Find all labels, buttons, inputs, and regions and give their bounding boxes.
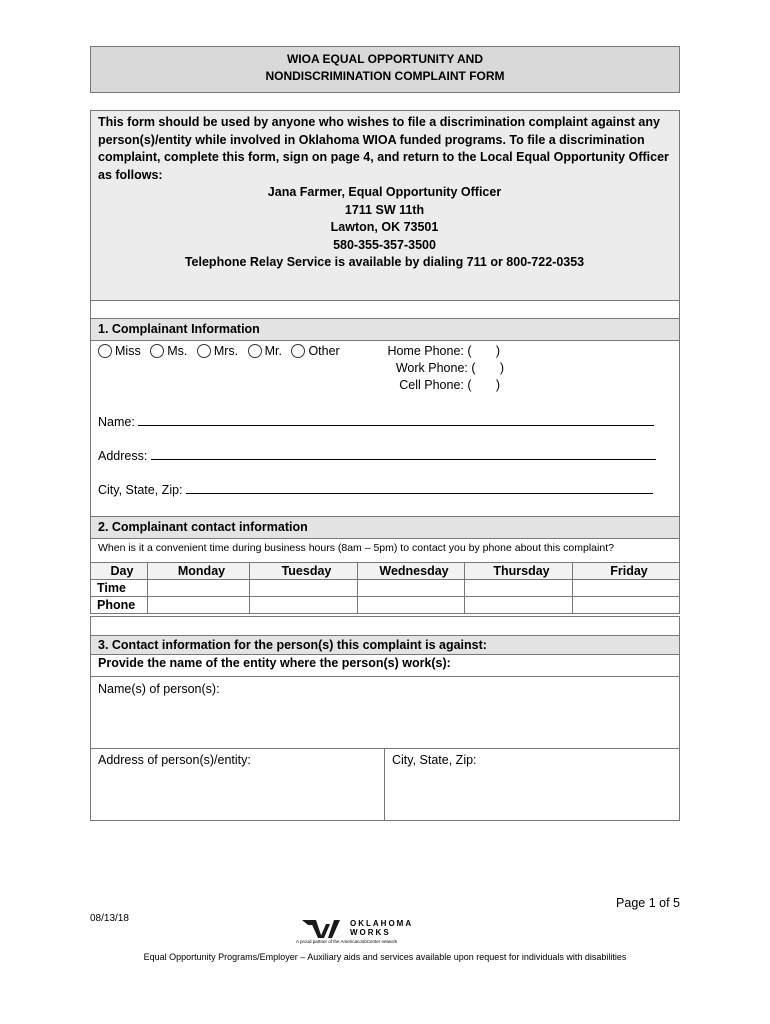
- section1-heading: 1. Complainant Information: [90, 318, 680, 341]
- day-tuesday: Tuesday: [250, 563, 358, 580]
- logo-line1: OKLAHOMA: [350, 919, 414, 928]
- radio-circle-icon[interactable]: [248, 344, 262, 358]
- title-option-mrs[interactable]: Mrs.: [197, 344, 238, 358]
- title-option-mr[interactable]: Mr.: [248, 344, 282, 358]
- name-field[interactable]: [98, 414, 654, 429]
- day-wednesday: Wednesday: [358, 563, 465, 580]
- logo-tagline: A proud partner of the AmericanJobCenter network: [296, 939, 398, 944]
- officer-city: Lawton, OK 73501: [330, 220, 439, 234]
- equal-opportunity-statement: Equal Opportunity Programs/Employer – Auxiliary aids and services available upon request for individuals with disabilities: [143, 952, 627, 962]
- day-monday: Monday: [148, 563, 250, 580]
- table-row: [91, 580, 680, 597]
- section3-subheading: Provide the name of the entity where the person(s) work(s):: [90, 654, 680, 677]
- entity-city-state-zip-label: City, State, Zip:: [392, 753, 477, 767]
- title-options: [98, 344, 346, 361]
- address-field[interactable]: [98, 448, 656, 463]
- address-of-entity-field[interactable]: [90, 748, 385, 821]
- names-of-persons-field[interactable]: [90, 676, 680, 749]
- city-state-zip-line[interactable]: [186, 482, 653, 494]
- intro-paragraph: This form should be used by anyone who wishes to file a discrimination complaint against any person(s)/entity while involved in Oklahoma WIOA funded programs. To file a discrimination complaint, complete this form, sign on page 4, and return to the Local Equal Opportunity Officer as follows:: [98, 115, 669, 182]
- work-phone-field[interactable]: Work Phone: ( ): [395, 361, 504, 375]
- section3-heading: 3. Contact information for the person(s) this complaint is against:: [90, 635, 680, 655]
- phone-label: Phone: [91, 597, 148, 614]
- time-cell[interactable]: [465, 580, 573, 597]
- city-state-zip-field[interactable]: [98, 482, 653, 497]
- cell-phone-field[interactable]: Cell Phone: ( ): [399, 378, 500, 392]
- phone-cell[interactable]: [148, 597, 250, 614]
- address-line[interactable]: [151, 448, 656, 460]
- time-cell[interactable]: [358, 580, 465, 597]
- title-option-miss[interactable]: Miss: [98, 344, 141, 358]
- form-title: [90, 46, 680, 93]
- time-cell[interactable]: [573, 580, 680, 597]
- phone-cell[interactable]: [465, 597, 573, 614]
- spacer-row: [90, 301, 680, 319]
- phone-cell[interactable]: [358, 597, 465, 614]
- time-label: Time: [91, 580, 148, 597]
- names-of-persons-label: Name(s) of person(s):: [98, 682, 220, 696]
- table-row: [91, 597, 680, 614]
- name-line[interactable]: [138, 414, 654, 426]
- table-row: [91, 563, 680, 580]
- phone-cell[interactable]: [250, 597, 358, 614]
- officer-name: Jana Farmer, Equal Opportunity Officer: [267, 185, 502, 199]
- relay-service: Telephone Relay Service is available by dialing 711 or 800-722-0353: [184, 255, 585, 269]
- day-thursday: Thursday: [465, 563, 573, 580]
- contact-schedule-table: [90, 562, 680, 614]
- address-of-entity-label: Address of person(s)/entity:: [98, 753, 251, 767]
- logo-mark-icon: [302, 918, 344, 940]
- day-label: Day: [91, 563, 148, 580]
- title-option-ms[interactable]: Ms.: [150, 344, 187, 358]
- spacer-row: [90, 616, 680, 636]
- time-cell[interactable]: [250, 580, 358, 597]
- entity-city-state-zip-field[interactable]: [384, 748, 680, 821]
- radio-circle-icon[interactable]: [150, 344, 164, 358]
- home-phone-field[interactable]: Home Phone: ( ): [387, 344, 500, 358]
- officer-street: 1711 SW 11th: [344, 202, 425, 217]
- contact-time-question: When is it a convenient time during business hours (8am – 5pm) to contact you by phone about this complaint?: [90, 538, 680, 563]
- phone-cell[interactable]: [573, 597, 680, 614]
- form-title-line2: NONDISCRIMINATION COMPLAINT FORM: [265, 69, 505, 83]
- city-state-zip-label: City, State, Zip:: [98, 483, 183, 497]
- name-label: Name:: [98, 415, 135, 429]
- form-title-line1: WIOA EQUAL OPPORTUNITY AND: [286, 52, 483, 66]
- section2-heading: 2. Complainant contact information: [90, 516, 680, 539]
- radio-circle-icon[interactable]: [291, 344, 305, 358]
- address-label: Address:: [98, 449, 148, 463]
- title-option-other[interactable]: Other: [291, 344, 339, 358]
- officer-phone: 580-355-357-3500: [333, 237, 436, 252]
- intro-box: [90, 110, 680, 301]
- revision-date: 08/13/18: [90, 913, 129, 924]
- time-cell[interactable]: [148, 580, 250, 597]
- radio-circle-icon[interactable]: [197, 344, 211, 358]
- page-number: Page 1 of 5: [616, 896, 680, 910]
- day-friday: Friday: [573, 563, 680, 580]
- logo-line2: WORKS: [350, 928, 391, 937]
- oklahoma-works-logo: [296, 914, 436, 950]
- radio-circle-icon[interactable]: [98, 344, 112, 358]
